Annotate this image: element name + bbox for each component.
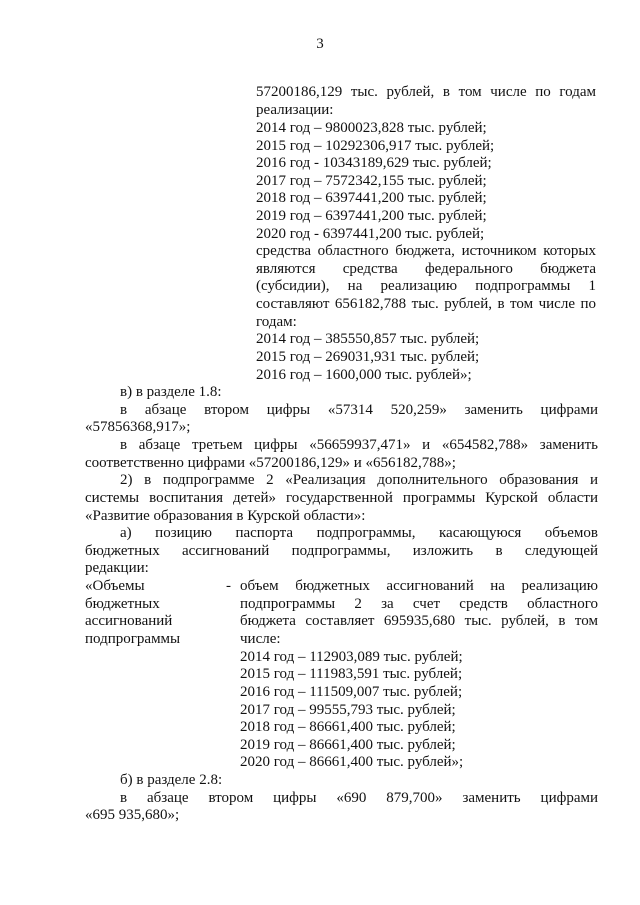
block1-line-15: 2015 год – 269031,931 тыс. рублей; xyxy=(256,349,480,365)
item2a-line2: бюджетных ассигнований подпрограммы, изложить в следующей xyxy=(85,543,598,559)
passport-right-line-4: 2014 год – 112903,089 тыс. рублей; xyxy=(240,649,463,665)
item2-line2: системы воспитания детей» государственной программы Курской области xyxy=(85,490,598,506)
item2-line1: 2) в подпрограмме 2 «Реализация дополнительного образования и xyxy=(120,472,598,488)
passport-right-line-10: 2020 год – 86661,400 тыс. рублей»; xyxy=(240,754,464,770)
block1-line-4: 2016 год - 10343189,629 тыс. рублей; xyxy=(256,155,492,171)
section-v-p2-line2: соответственно цифрами «57200186,129» и «656182,788»; xyxy=(85,455,456,471)
block1-line-12: составляют 656182,788 тыс. рублей, в том числе по xyxy=(256,296,596,312)
block1-line-2: 2014 год – 9800023,828 тыс. рублей; xyxy=(256,120,487,136)
block1-line-8: 2020 год - 6397441,200 тыс. рублей; xyxy=(256,226,485,242)
passport-right-line-3: числе: xyxy=(240,631,281,647)
section-v-p1-line1: в абзаце втором цифры «57314 520,259» заменить цифрами xyxy=(120,402,598,418)
block1-line-9: средства областного бюджета, источником которых xyxy=(256,243,596,259)
passport-right-line-9: 2019 год – 86661,400 тыс. рублей; xyxy=(240,737,456,753)
block1-line-1: реализации: xyxy=(256,102,334,118)
passport-dash: - xyxy=(226,578,231,594)
passport-right-line-8: 2018 год – 86661,400 тыс. рублей; xyxy=(240,719,456,735)
section-b-p1-line1: в абзаце втором цифры «690 879,700» заменить цифрами xyxy=(120,790,598,806)
block1-line-16: 2016 год – 1600,000 тыс. рублей»; xyxy=(256,367,472,383)
passport-right-line-2: бюджета составляет 695935,680 тыс. рублей, в том xyxy=(240,613,598,629)
section-v-p1-line2: «57856368,917»; xyxy=(85,419,191,435)
passport-right-line-6: 2016 год – 111509,007 тыс. рублей; xyxy=(240,684,463,700)
passport-right-line-7: 2017 год – 99555,793 тыс. рублей; xyxy=(240,702,456,718)
section-v-p2-line1: в абзаце третьем цифры «56659937,471» и «654582,788» заменить xyxy=(120,437,598,453)
block1-line-11: (субсидии), на реализацию подпрограммы 1 xyxy=(256,278,596,294)
block1-line-14: 2014 год – 385550,857 тыс. рублей; xyxy=(256,331,480,347)
passport-left-line-0: «Объемы xyxy=(85,578,145,594)
block1-line-6: 2018 год – 6397441,200 тыс. рублей; xyxy=(256,190,487,206)
block1-line-3: 2015 год – 10292306,917 тыс. рублей; xyxy=(256,138,495,154)
block1-line-10: являются средства федерального бюджета xyxy=(256,261,596,277)
section-b-heading: б) в разделе 2.8: xyxy=(120,772,223,788)
passport-right-line-5: 2015 год – 111983,591 тыс. рублей; xyxy=(240,666,463,682)
item2-line3: «Развитие образования в Курской области»: xyxy=(85,508,366,524)
block1-line-13: годам: xyxy=(256,314,297,330)
block1-line-0: 57200186,129 тыс. рублей, в том числе по годам xyxy=(256,84,596,100)
passport-left-line-1: бюджетных xyxy=(85,596,160,612)
block1-line-7: 2019 год – 6397441,200 тыс. рублей; xyxy=(256,208,487,224)
page-number: 3 xyxy=(316,36,324,52)
section-b-p1-line2: «695 935,680»; xyxy=(85,807,180,823)
section-v-heading: в) в разделе 1.8: xyxy=(120,384,222,400)
block1-line-5: 2017 год – 7572342,155 тыс. рублей; xyxy=(256,173,487,189)
passport-left-line-2: ассигнований xyxy=(85,613,173,629)
passport-left-line-3: подпрограммы xyxy=(85,631,181,647)
passport-right-line-0: объем бюджетных ассигнований на реализацию xyxy=(240,578,598,594)
item2a-line1: а) позицию паспорта подпрограммы, касающуюся объемов xyxy=(120,525,598,541)
item2a-line3: редакции: xyxy=(85,560,149,576)
passport-right-line-1: подпрограммы 2 за счет средств областного xyxy=(240,596,598,612)
